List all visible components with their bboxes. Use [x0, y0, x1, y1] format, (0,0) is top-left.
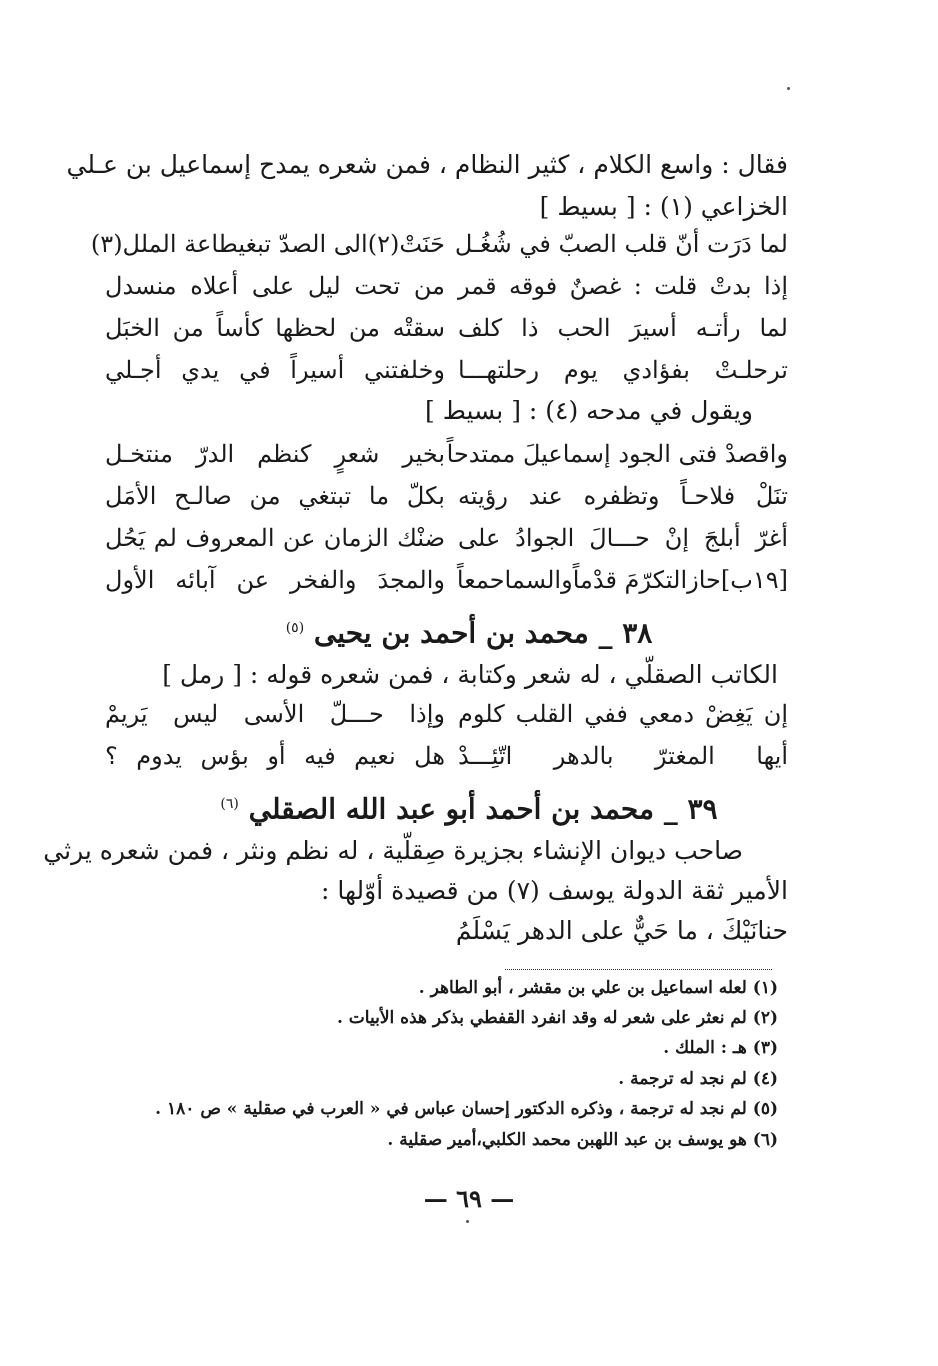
verse-hemistich-second: وخلفتني أسيراً في يدي أجـلي — [105, 356, 445, 384]
verse-hemistich-second: والمجدَ والفخر عن آبائه الأول — [105, 566, 445, 594]
footnote-5: (٥) لم نجد له ترجمة ، وذكره الدكتور إحسان عباس في « العرب في صقلية » ص ١٨٠ . — [155, 1099, 778, 1119]
verse-row — [105, 736, 788, 776]
footnote-2: (٢) لم نعثر على شعر له وقد انفرد القفطي بذكر هذه الأبيات . — [336, 1008, 778, 1028]
verse-row — [105, 434, 788, 474]
entry-39-line-2: الأمير ثقة الدولة يوسف (٧) من قصيدة أوّلها : — [321, 876, 788, 905]
verse-row — [105, 560, 788, 600]
scan-speck — [787, 87, 790, 90]
entry-heading-text: ٣٨ _ محمد بن أحمد بن يحيى — [313, 616, 653, 650]
verse-hemistich-second: بخير شعرٍ كنظم الدرّ منتخـل — [105, 440, 445, 468]
verse-row — [105, 350, 788, 390]
verse-hemistich-first: أغرّ أبلجَ إنْ حـــالَ الجوادُ على — [458, 524, 788, 552]
footnote-3: (٣) هـ : الملك . — [663, 1038, 778, 1058]
entry-39-line-3: حنانَيْكَ ، ما حَيٌّ على الدهر يَسْلَمُ — [455, 916, 788, 945]
entry-heading-38 — [0, 608, 938, 653]
entry-38-description: الكاتب الصقلّي ، له شعر وكتابة ، فمن شعره قوله : [ رمل ] — [162, 660, 778, 689]
verse-hemistich-first: واقصدْ فتى الجود إسماعيلَ ممتدحاً — [446, 440, 788, 468]
verse-hemistich-second: وإذا حـــلّ الأسى ليس يَريمْ — [105, 700, 445, 728]
verse-hemistich-first: [١٩ب]حازالتكرّمَ قدْماًوالسماحمعاً — [456, 566, 788, 594]
verse-hemistich-second: ضنْك الزمان عن المعروف لم يَحُل — [105, 524, 445, 552]
entry-heading-39 — [0, 784, 938, 829]
footnote-1: (١) لعله اسماعيل بن علي بن مقشر ، أبو الطاهر . — [418, 978, 778, 998]
verse-row — [90, 224, 788, 264]
madh-intro-line: ويقول في مدحه (٤) : [ بسيط ] — [425, 396, 753, 425]
verse-row — [105, 694, 788, 734]
verse-hemistich-first: لما رأتـه أسيرَ الحب ذا كلف — [458, 314, 788, 342]
footnote-marker: (٥) — [285, 620, 305, 636]
entry-39-line-1: صاحب ديوان الإنشاء بجزيرة صِقلّية ، له نظم ونثر ، فمن شعره يرثي — [43, 836, 743, 865]
verse-row — [105, 308, 788, 348]
verse-hemistich-first: أيها المغترّ بالدهر اتّئِـــدْ — [458, 742, 788, 770]
page-number: — ٦٩ — — [423, 1184, 515, 1213]
scan-speck — [466, 1220, 469, 1223]
verse-hemistich-first: ترحلـتْ بفؤادي يوم رحلتهـــا — [458, 356, 788, 384]
intro-line-2: الخزاعي (١) : [ بسيط ] — [539, 192, 788, 221]
verse-hemistich-first: إذا بدتْ قلت : غصنٌ فوقه قمر — [458, 272, 788, 300]
verse-hemistich-second: حَنَتْ(٢)الى الصدّ تبغيطاعة الملل(٣) — [90, 230, 445, 258]
verse-hemistich-first: تنَلْ فلاحـاً وتظفره عند رؤيته — [458, 482, 788, 510]
verse-hemistich-second: من تحت ليل على أعلاه منسدل — [105, 272, 445, 300]
footnote-marker: (٦) — [220, 796, 239, 812]
verse-row — [105, 518, 788, 558]
verse-row — [105, 266, 788, 306]
verse-hemistich-second: هل نعيم فيه أو بؤس يدوم ؟ — [105, 742, 445, 770]
verse-hemistich-second: بكلّ ما تبتغي من صالـح الأمَل — [105, 482, 445, 510]
verse-hemistich-first: لما دَرَت أنّ قلب الصبّ في شُغُـل — [454, 230, 788, 258]
intro-line-1: فقال : واسع الكلام ، كثير النظام ، فمن شعره يمدح إسماعيل بن عـلي — [66, 150, 788, 179]
entry-heading-text: ٣٩ _ محمد بن أحمد أبو عبد الله الصقلي — [248, 792, 718, 826]
verse-hemistich-second: سقتْه من لحظها كأساً من الخبَل — [105, 314, 445, 342]
footnote-6: (٦) هو يوسف بن عبد اللهبن محمد الكلبي،أمير صقلية . — [387, 1130, 778, 1150]
footnote-4: (٤) لم نجد له ترجمة . — [618, 1069, 778, 1089]
verse-row — [105, 476, 788, 516]
footnote-separator — [505, 969, 772, 970]
verse-hemistich-first: إن يَغِضْ دمعي ففي القلب كلوم — [458, 700, 788, 728]
